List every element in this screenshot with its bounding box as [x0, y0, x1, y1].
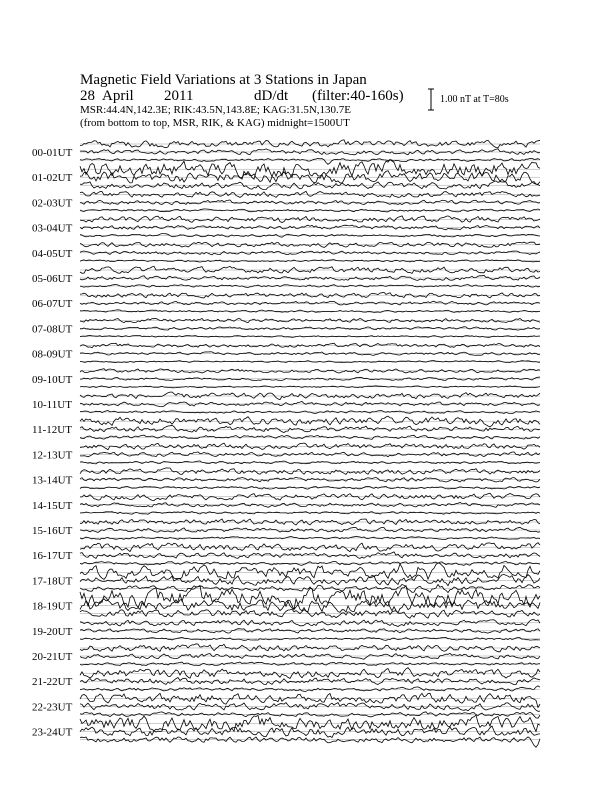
row-09-10UT: [32, 369, 540, 388]
scale-label: 1.00 nT at T=80s: [440, 94, 509, 105]
trace-KAG-22-23UT: [80, 693, 540, 707]
row-label: 14-15UT: [32, 499, 73, 512]
row-label: 01-02UT: [32, 172, 73, 185]
station-order-note: (from bottom to top, MSR, RIK, & KAG) midnight=1500UT: [80, 117, 350, 129]
row-label: 02-03UT: [32, 197, 73, 210]
row-label: 06-07UT: [32, 298, 73, 311]
row-label: 13-14UT: [32, 474, 73, 487]
trace-RIK-17-18UT: [80, 575, 540, 586]
date-day: 28: [80, 88, 95, 104]
row-label: 09-10UT: [32, 373, 73, 386]
trace-RIK-22-23UT: [80, 703, 540, 712]
row-00-01UT: [32, 140, 540, 165]
row-label: 07-08UT: [32, 323, 73, 336]
row-10-11UT: [32, 392, 540, 414]
trace-MSR-21-22UT: [80, 686, 540, 692]
trace-MSR-09-10UT: [80, 386, 540, 388]
row-14-15UT: [32, 493, 540, 514]
trace-MSR-10-11UT: [80, 411, 540, 414]
row-label: 20-21UT: [32, 651, 73, 663]
row-label: 08-09UT: [32, 348, 73, 361]
row-label: 03-04UT: [32, 222, 73, 235]
row-08-09UT: [32, 343, 540, 362]
trace-MSR-00-01UT: [80, 158, 540, 164]
trace-RIK-20-21UT: [80, 653, 540, 659]
row-02-03UT: [32, 191, 540, 212]
row-label: 22-23UT: [32, 701, 73, 714]
row-21-22UT: [32, 668, 540, 692]
row-11-12UT: [32, 416, 540, 439]
row-label: 12-13UT: [32, 449, 73, 462]
row-16-17UT: [32, 543, 540, 566]
row-label: 00-01UT: [32, 147, 73, 159]
row-01-02UT: [32, 160, 540, 190]
row-label: 10-11UT: [32, 399, 72, 411]
trace-KAG-13-14UT: [80, 468, 540, 475]
trace-MSR-07-08UT: [80, 336, 540, 338]
trace-KAG-17-18UT: [80, 563, 540, 580]
row-label: 17-18UT: [32, 575, 73, 588]
row-19-20UT: [32, 620, 540, 641]
trace-MSR-23-24UT: [80, 737, 540, 747]
row-label: 16-17UT: [32, 550, 73, 563]
chart-title: Magnetic Field Variations at 3 Stations in Japan: [80, 72, 367, 88]
scale-bar: [428, 89, 434, 110]
quantity-label: dD/dt: [254, 88, 289, 104]
station-coordinates: MSR:44.4N,142.3E; RIK:43.5N,143.8E; KAG:31.5N,130.7E: [80, 104, 352, 116]
date-month: April: [102, 88, 134, 104]
row-label: 05-06UT: [32, 273, 73, 285]
row-05-06UT: [32, 266, 540, 287]
trace-RIK-11-12UT: [80, 425, 540, 432]
row-label: 15-16UT: [32, 525, 73, 537]
row-23-24UT: [32, 715, 540, 747]
row-13-14UT: [32, 468, 540, 489]
trace-KAG-03-04UT: [80, 216, 540, 223]
trace-MSR-22-23UT: [80, 712, 540, 718]
row-22-23UT: [32, 693, 540, 718]
row-label: 21-22UT: [32, 676, 73, 689]
row-03-04UT: [32, 216, 540, 237]
row-04-05UT: [32, 242, 540, 262]
row-06-07UT: [32, 292, 540, 312]
row-12-13UT: [32, 443, 540, 464]
row-label: 18-19UT: [32, 600, 73, 613]
row-label: 19-20UT: [32, 625, 73, 638]
row-label: 11-12UT: [32, 424, 72, 437]
row-18-19UT: [32, 586, 540, 619]
trace-MSR-04-05UT: [80, 260, 540, 263]
row-label: 04-05UT: [32, 247, 73, 260]
row-17-18UT: [32, 563, 540, 593]
row-15-16UT: [32, 519, 540, 540]
row-label: 23-24UT: [32, 726, 73, 739]
row-20-21UT: [32, 644, 540, 666]
filter-label: (filter:40-160s): [312, 88, 404, 104]
row-07-08UT: [32, 318, 540, 337]
date-year: 2011: [164, 88, 194, 104]
